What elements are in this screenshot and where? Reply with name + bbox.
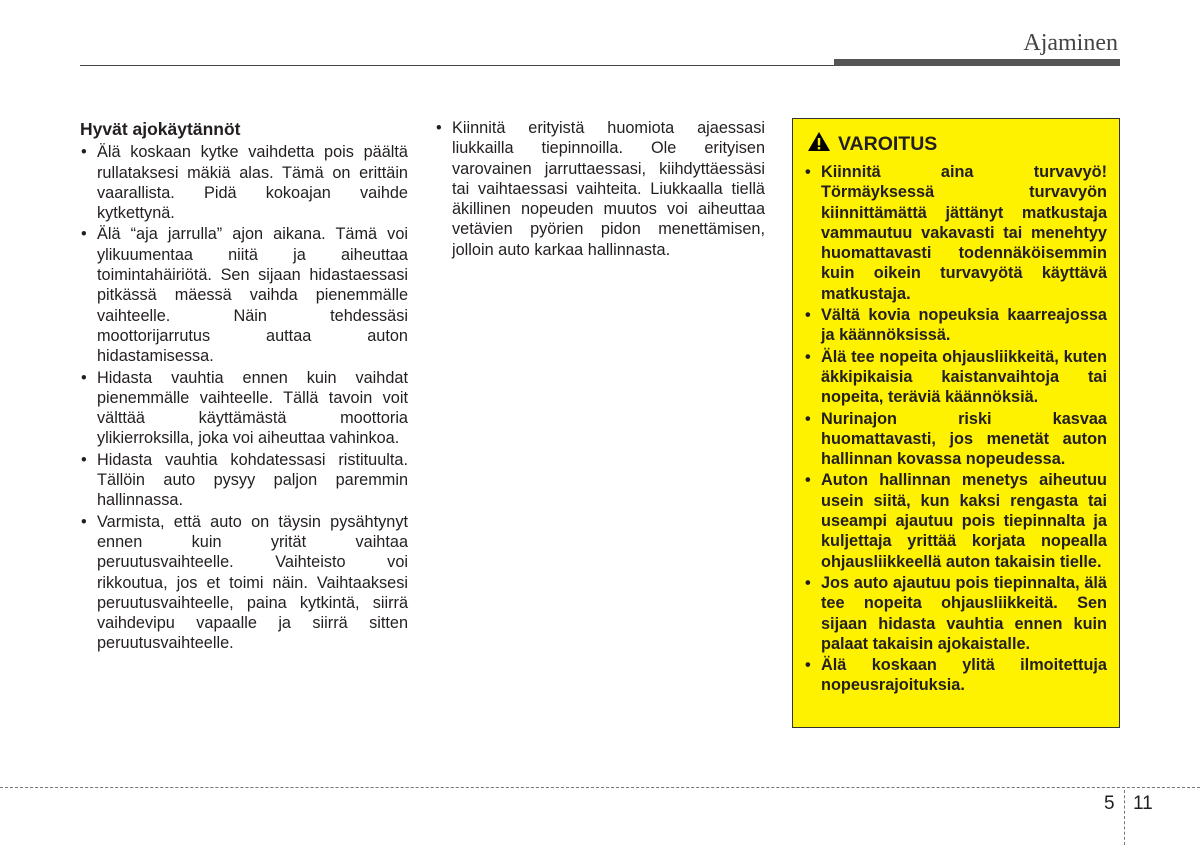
warning-header: [805, 131, 1107, 158]
warning-item: • Jos auto ajautuu pois tiepinnalta, älä tee nopeita ohjausliikkeitä. Sen sijaan hidasta vauhtia ennen kuin palaat takaisin ajokaistalle.: [805, 573, 1107, 654]
list-item: • Älä koskaan kytke vaihdetta pois päältä rullataksesi mäkiä alas. Tämä on erittäin vaarallista. Pidä kokoajan vaihde kytkettynä.: [80, 142, 408, 223]
section-title: Hyvät ajokäytännöt: [80, 119, 241, 139]
warning-box: [792, 118, 1120, 728]
list-item: • Kiinnitä erityistä huomiota ajaessasi liukkailla tiepinnoilla. Ole erityisen varovainen jarruttaessasi, kiihdyttäessäsi tai vaihtaessasi vaihteita. Liukkaalla tiellä äkillinen nopeuden muutos voi aiheuttaa vetävien pyörien pidon menettämisen, jolloin auto karkaa hallinnasta.: [435, 118, 765, 260]
list-item: • Hidasta vauhtia ennen kuin vaihdat pienemmälle vaihteelle. Tällä tavoin voit välttää käyttämästä moottoria ylikierroksilla, joka voi aiheuttaa vahinkoa.: [80, 368, 408, 449]
page-number-separator: [1124, 790, 1125, 845]
page-header-title: Ajaminen: [1023, 30, 1118, 56]
list-item: • Varmista, että auto on täysin pysähtynyt ennen kuin yrität vaihtaa peruutusvaihteelle. Vaihteisto voi rikkoutua, jos et toimi näin. Vaihtaaksesi peruutusvaihteelle, paina kytkintä, siirrä vaihdevipu vapaalle ja siirrä sitten peruutusvaihteelle.: [80, 512, 408, 654]
warning-triangle-icon: [807, 131, 831, 158]
warning-item: • Vältä kovia nopeuksia kaarreajossa ja käännöksissä.: [805, 305, 1107, 346]
list-item: • Älä “aja jarrulla” ajon aikana. Tämä voi ylikuumentaa niitä ja aiheuttaa toimintahäiriötä. Sen sijaan hidastaessasi pitkässä mäessä vaihda pienemmälle vaihteelle. Näin tehdessäsi moottorijarrutus auttaa auton hidastamisessa.: [80, 224, 408, 366]
header-rule-accent: [834, 59, 1120, 66]
footer-divider: [0, 787, 1200, 788]
warning-item: • Älä tee nopeita ohjausliikkeitä, kuten äkkipikaisia kaistanvaihtoja tai nopeita, teräviä käännöksiä.: [805, 347, 1107, 408]
chapter-number: 5: [1104, 793, 1115, 814]
left-column: [80, 115, 408, 655]
middle-column: [435, 118, 765, 261]
warning-item: • Auton hallinnan menetys aiheutuu usein siitä, kun kaksi rengasta tai useampi ajautuu pois tiepinnalta ja kuljettaja yrittää korjata nopealla ohjausliikkeellä auton takaisin tielle.: [805, 470, 1107, 571]
page-number: 11: [1133, 793, 1153, 814]
warning-item: • Nurinajon riski kasvaa huomattavasti, jos menetät auton hallinnan kovassa nopeudessa.: [805, 409, 1107, 470]
list-item: • Hidasta vauhtia kohdatessasi ristituulta. Tällöin auto pysyy paljon paremmin hallinnassa.: [80, 450, 408, 511]
warning-item: • Älä koskaan ylitä ilmoitettuja nopeusrajoituksia.: [805, 655, 1107, 696]
warning-title: VAROITUS: [838, 133, 938, 155]
warning-item: • Kiinnitä aina turvavyö! Törmäyksessä turvavyön kiinnittämättä jättänyt matkustaja vammautuu vakavasti tai menehtyy huomattavasti todennäköisemmin kuin oikein turvavyötä käyttävä matkustaja.: [805, 162, 1107, 304]
